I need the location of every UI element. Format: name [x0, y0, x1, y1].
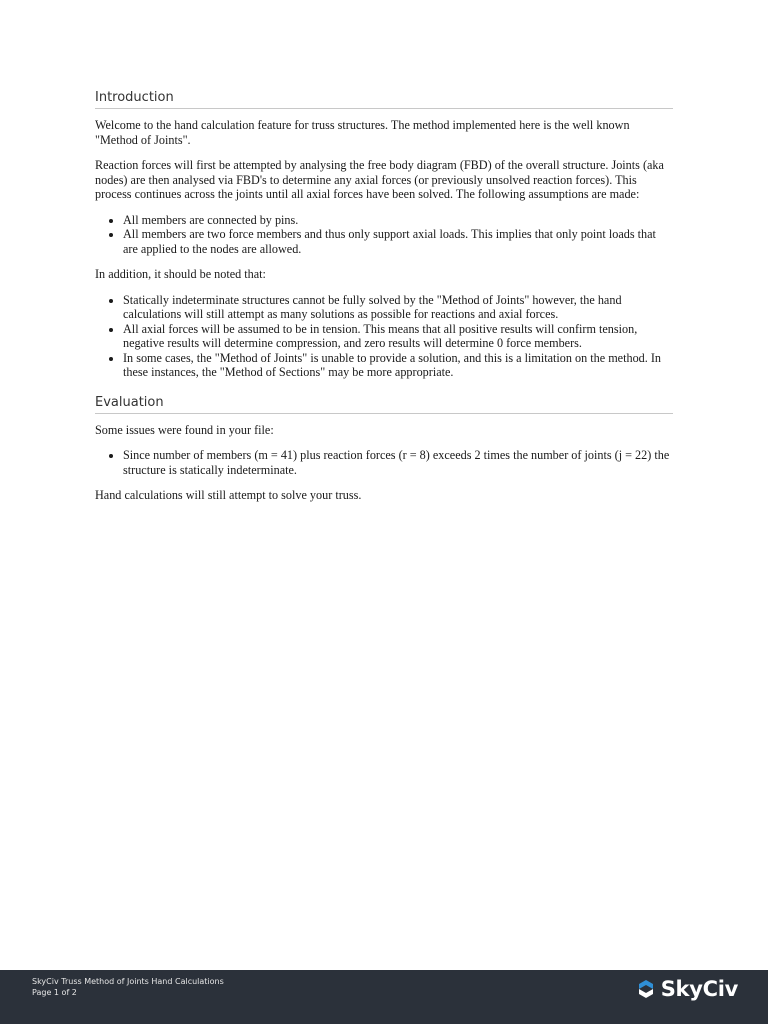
issues-list [95, 448, 673, 477]
list-item: • Since number of members (m = 41) plus reaction forces (r = 8) exceeds 2 times the number of joints (j = 22) the structure is statically indeterminate. [123, 448, 673, 477]
assumptions-list [95, 213, 673, 257]
notes-list [95, 293, 673, 380]
intro-paragraph-2: Reaction forces will first be attempted by analysing the free body diagram (FBD) of the overall structure. Joints (aka nodes) are then analysed via FBD's to determine any axial forces (or previously unsolved reaction forces). This process continues across the joints until all axial forces have been solved. The following assumptions are made: [95, 158, 664, 201]
intro-paragraph-3: In addition, it should be noted that: [95, 267, 266, 281]
footer-doc-title: SkyCiv Truss Method of Joints Hand Calculations [32, 977, 224, 986]
list-item: • In some cases, the "Method of Joints" is unable to provide a solution, and this is a limitation on the method. In these instances, the "Method of Sections" may be more appropriate. [123, 351, 673, 380]
list-item: • All members are connected by pins. [123, 213, 673, 228]
list-item: • All members are two force members and thus only support axial loads. This implies that only point loads that are applied to the nodes are allowed. [123, 227, 673, 256]
intro-paragraph-1: Welcome to the hand calculation feature for truss structures. The method implemented here is the well known "Method of Joints". [95, 118, 630, 147]
list-item: • All axial forces will be assumed to be in tension. This means that all positive results will confirm tension, negative results will determine compression, and zero results will determine 0 force members. [123, 322, 673, 351]
page-footer [0, 970, 768, 1024]
footer-text [32, 976, 224, 998]
introduction-heading: Introduction [95, 89, 673, 109]
skyciv-logo-icon [635, 978, 657, 1000]
logo-wordmark: SkyCiv [660, 977, 738, 1001]
list-item: • Statically indeterminate structures cannot be fully solved by the "Method of Joints" however, the hand calculations will still attempt as many solutions as possible for reactions and axial forces. [123, 293, 673, 322]
evaluation-paragraph-2: Hand calculations will still attempt to solve your truss. [95, 488, 362, 502]
evaluation-paragraph-1: Some issues were found in your file: [95, 422, 274, 437]
evaluation-heading: Evaluation [95, 394, 673, 414]
skyciv-logo [635, 974, 738, 1004]
document-page [95, 86, 673, 503]
footer-page-number: Page 1 of 2 [32, 988, 77, 997]
